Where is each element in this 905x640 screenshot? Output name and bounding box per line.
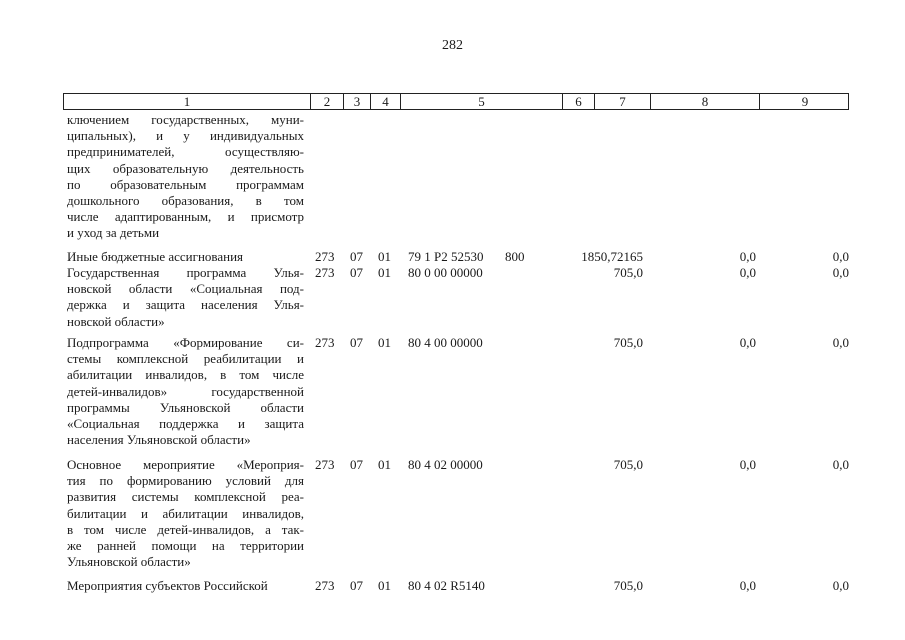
cell-c4: 01: [378, 457, 391, 472]
cell-c4: 01: [378, 249, 391, 264]
cell-c3: 07: [350, 249, 363, 264]
cell-c8: 0,0: [739, 457, 756, 472]
description-line: развития системы комплексной реа-: [67, 489, 304, 505]
cell-c7: 705,0: [613, 335, 643, 350]
cell-c8: 0,0: [739, 265, 756, 280]
table-header: [63, 93, 849, 110]
cell-c2: 273: [315, 265, 335, 280]
row-description: [67, 578, 304, 594]
cell-c9: 0,0: [832, 249, 849, 264]
description-line: тия по формированию условий для: [67, 473, 304, 489]
description-line: же ранней помощи на территории: [67, 538, 304, 554]
header-col-5: 5: [400, 94, 562, 109]
header-col-3: 3: [343, 94, 370, 109]
cell-c5: 80 4 02 R5140: [408, 578, 485, 593]
cell-c7: 1850,72165: [581, 249, 643, 264]
description-line: стемы комплексной реабилитации и: [67, 351, 304, 367]
cell-c2: 273: [315, 335, 335, 350]
description-line: ключением государственных, муни-: [67, 112, 304, 127]
cell-c5: 80 4 00 00000: [408, 335, 483, 350]
description-line: «Социальная поддержка и защита: [67, 416, 304, 432]
cell-c2: 273: [315, 457, 335, 472]
row-description: [67, 457, 304, 570]
cell-c9: 0,0: [832, 265, 849, 280]
header-col-9: 9: [759, 94, 850, 109]
cell-c8: 0,0: [739, 578, 756, 593]
header-col-2: 2: [310, 94, 343, 109]
description-line: Мероприятия субъектов Российской: [67, 578, 268, 593]
cell-c8: 0,0: [739, 335, 756, 350]
description-line: Ульяновской области»: [67, 554, 191, 570]
description-line: населения Ульяновской области»: [67, 432, 251, 448]
cell-c4: 01: [378, 265, 391, 280]
description-line: ципальных), и у индивидуальных: [67, 128, 304, 144]
cell-c7: 705,0: [613, 457, 643, 472]
row-description: [67, 265, 304, 330]
description-line: абилитации инвалидов, в том числе: [67, 367, 304, 383]
cell-c5: 80 4 02 00000: [408, 457, 483, 472]
page-number: 282: [442, 38, 463, 53]
row-description: [67, 112, 304, 242]
cell-c7: 705,0: [613, 578, 643, 593]
description-line: в том числе детей-инвалидов, а так-: [67, 521, 304, 537]
cell-c9: 0,0: [832, 457, 849, 472]
description-line: щих образовательную деятельность: [67, 160, 304, 176]
description-line: детей-инвалидов» государственной: [67, 383, 304, 399]
description-line: дошкольного образования, в том: [67, 193, 304, 209]
description-line: новской области «Социальная под-: [67, 281, 304, 297]
header-col-7: 7: [594, 94, 650, 109]
cell-c6: 800: [505, 249, 525, 264]
header-col-6: 6: [562, 94, 594, 109]
cell-c5: 79 1 P2 52530: [408, 249, 484, 264]
description-line: по образовательным программам: [67, 176, 304, 192]
description-line: Основное мероприятие «Мероприя-: [67, 457, 304, 472]
cell-c3: 07: [350, 335, 363, 350]
row-description: [67, 249, 304, 265]
cell-c7: 705,0: [613, 265, 643, 280]
description-line: Иные бюджетные ассигнования: [67, 249, 244, 264]
description-line: новской области»: [67, 313, 165, 329]
description-line: Государственная программа Улья-: [67, 265, 304, 280]
cell-c9: 0,0: [832, 578, 849, 593]
description-line: Подпрограмма «Формирование си-: [67, 335, 304, 350]
cell-c2: 273: [315, 249, 335, 264]
header-col-8: 8: [650, 94, 759, 109]
row-description: [67, 335, 304, 448]
cell-c3: 07: [350, 578, 363, 593]
header-col-1: 1: [183, 94, 191, 109]
description-line: предпринимателей, осуществляю-: [67, 144, 304, 160]
description-line: числе адаптированным, и присмотр: [67, 209, 304, 225]
description-line: и уход за детьми: [67, 225, 160, 241]
cell-c4: 01: [378, 335, 391, 350]
description-line: билитации и абилитации инвалидов,: [67, 505, 304, 521]
cell-c3: 07: [350, 457, 363, 472]
description-line: программы Ульяновской области: [67, 399, 304, 415]
cell-c2: 273: [315, 578, 335, 593]
cell-c8: 0,0: [739, 249, 756, 264]
cell-c3: 07: [350, 265, 363, 280]
cell-c4: 01: [378, 578, 391, 593]
description-line: держка и защита населения Улья-: [67, 297, 304, 313]
header-col-4: 4: [370, 94, 400, 109]
cell-c5: 80 0 00 00000: [408, 265, 483, 280]
cell-c9: 0,0: [832, 335, 849, 350]
